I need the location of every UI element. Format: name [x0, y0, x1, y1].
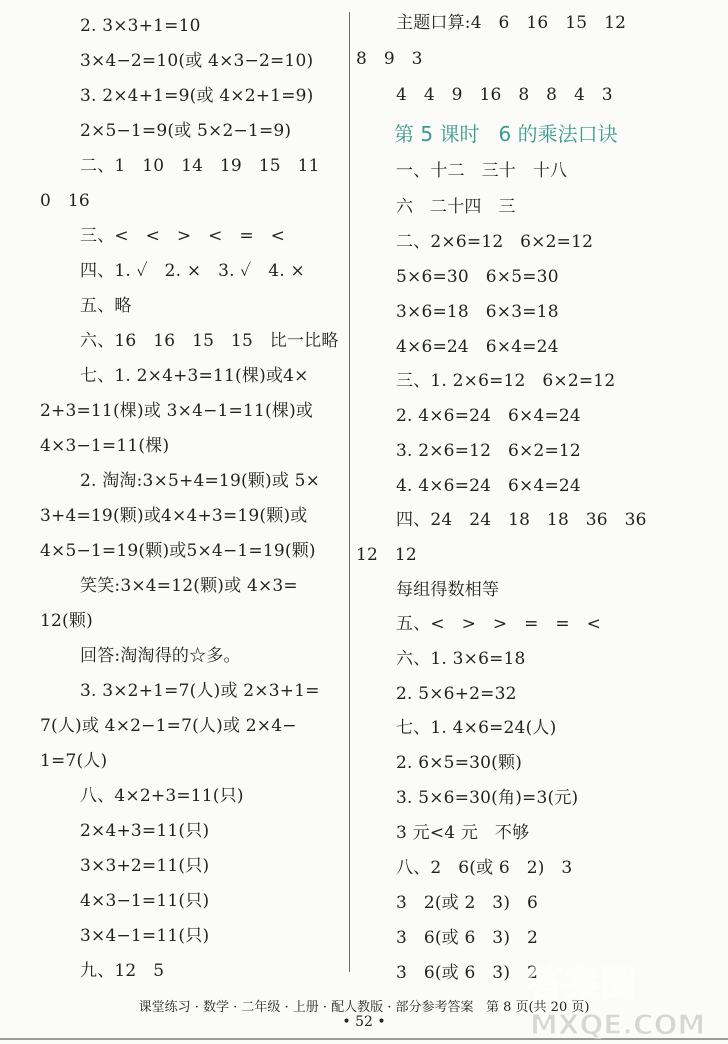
left-column-line: 九、12 5	[80, 961, 165, 981]
left-column-line: 2×4+3=11(只)	[80, 821, 210, 841]
right-column-line: 3×6=18 6×3=18	[396, 302, 559, 322]
page-number: • 52 •	[342, 1014, 386, 1030]
watermark-text: 答案圈	[528, 964, 637, 1005]
left-column-line: 3×4−2=10(或 4×3−2=10)	[80, 51, 314, 71]
right-column-line: 2. 4×6=24 6×4=24	[396, 406, 581, 426]
right-column-line: 3 元<4 元 不够	[396, 823, 530, 843]
left-column-line: 4×3−1=11(只)	[80, 891, 210, 911]
watermark-logo	[522, 952, 722, 1042]
left-column-line: 3×3+2=11(只)	[80, 856, 210, 876]
left-column-line: 3. 3×2+1=7(人)或 2×3+1=	[80, 681, 320, 701]
right-column-line: 8 9 3	[356, 49, 423, 69]
left-column-line: 1=7(人)	[40, 751, 108, 771]
left-column-line: 四、1. ✓ 2. × 3. ✓ 4. ×	[80, 261, 305, 281]
right-column-line: 二、2×6=12 6×2=12	[396, 232, 594, 252]
right-column-line: 12 12	[356, 545, 417, 565]
left-column-line: 回答:淘淘得的☆多。	[80, 646, 241, 666]
footer-text: 课堂练习 · 数学 · 二年级 · 上册 · 配人教版 · 部分参考答案 第 8 页(共 20 页)	[138, 1000, 590, 1015]
left-column-line: 4×3−1=11(棵)	[40, 436, 170, 456]
left-column-line: 二、1 10 14 19 15 11	[80, 156, 320, 176]
right-column-line: 七、1. 4×6=24(人)	[396, 718, 557, 738]
left-column-line: 3+4=19(颗)或4×4+3=19(颗)或	[40, 506, 308, 526]
left-column-line: 3. 2×4+1=9(或 4×2+1=9)	[80, 86, 314, 106]
left-column-line: 六、16 16 15 15 比一比略	[80, 331, 339, 351]
right-column-line: 一、十二 三十 十八	[396, 161, 568, 181]
right-column-line: 六、1. 3×6=18	[396, 649, 526, 669]
watermark-url: MXQE.COM	[530, 1008, 706, 1041]
right-column-line: 2. 6×5=30(颗)	[396, 753, 523, 773]
right-column-line: 3. 5×6=30(角)=3(元)	[396, 788, 579, 808]
right-column-line: 每组得数相等	[396, 580, 500, 600]
left-column-line: 3×4−1=11(只)	[80, 926, 210, 946]
right-column-line: 4 4 9 16 8 8 4 3	[396, 85, 613, 105]
right-column-line: 四、24 24 18 18 36 36	[396, 510, 647, 530]
left-column-line: 7(人)或 4×2−1=7(人)或 2×4−	[40, 716, 297, 736]
left-column-line: 2+3=11(棵)或 3×4−1=11(棵)或	[40, 401, 314, 421]
left-column-line: 七、1. 2×4+3=11(棵)或4×	[80, 366, 309, 386]
left-column-line: 0 16	[40, 191, 90, 211]
lesson-heading: 第 5 课时 6 的乘法口诀	[394, 122, 618, 146]
right-column-line: 4. 4×6=24 6×4=24	[396, 476, 581, 496]
right-column-line: 3 6(或 6 3) 2	[396, 963, 538, 983]
left-column-line: 4×5−1=19(颗)或5×4−1=19(颗)	[40, 541, 316, 561]
right-column-line: 5×6=30 6×5=30	[396, 267, 559, 287]
right-column-line: 六 二十四 三	[396, 197, 516, 217]
left-column-line: 八、4×2+3=11(只)	[80, 786, 244, 806]
right-column-line: 三、1. 2×6=12 6×2=12	[396, 371, 616, 391]
right-column-line: 主题口算:4 6 16 15 12	[396, 13, 627, 33]
right-column-line: 五、< > > = = <	[396, 614, 602, 634]
left-column-line: 2. 淘淘:3×5+4=19(颗)或 5×	[80, 471, 321, 491]
column-divider	[349, 12, 350, 972]
right-column-line: 3 6(或 6 3) 2	[396, 928, 538, 948]
right-column-line: 八、2 6(或 6 2) 3	[396, 858, 573, 878]
right-column-line: 3. 2×6=12 6×2=12	[396, 441, 581, 461]
right-column-line: 4×6=24 6×4=24	[396, 337, 559, 357]
left-column-line: 笑笑:3×4=12(颗)或 4×3=	[80, 576, 298, 596]
left-column-line: 12(颗)	[40, 611, 93, 631]
left-column-line: 三、< < > < = <	[80, 226, 286, 246]
right-column-line: 3 2(或 2 3) 6	[396, 893, 538, 913]
left-column-line: 2. 3×3+1=10	[80, 16, 201, 36]
left-column-line: 2×5−1=9(或 5×2−1=9)	[80, 121, 292, 141]
left-column-line: 五、略	[80, 296, 132, 316]
right-column-line: 2. 5×6+2=32	[396, 684, 517, 704]
